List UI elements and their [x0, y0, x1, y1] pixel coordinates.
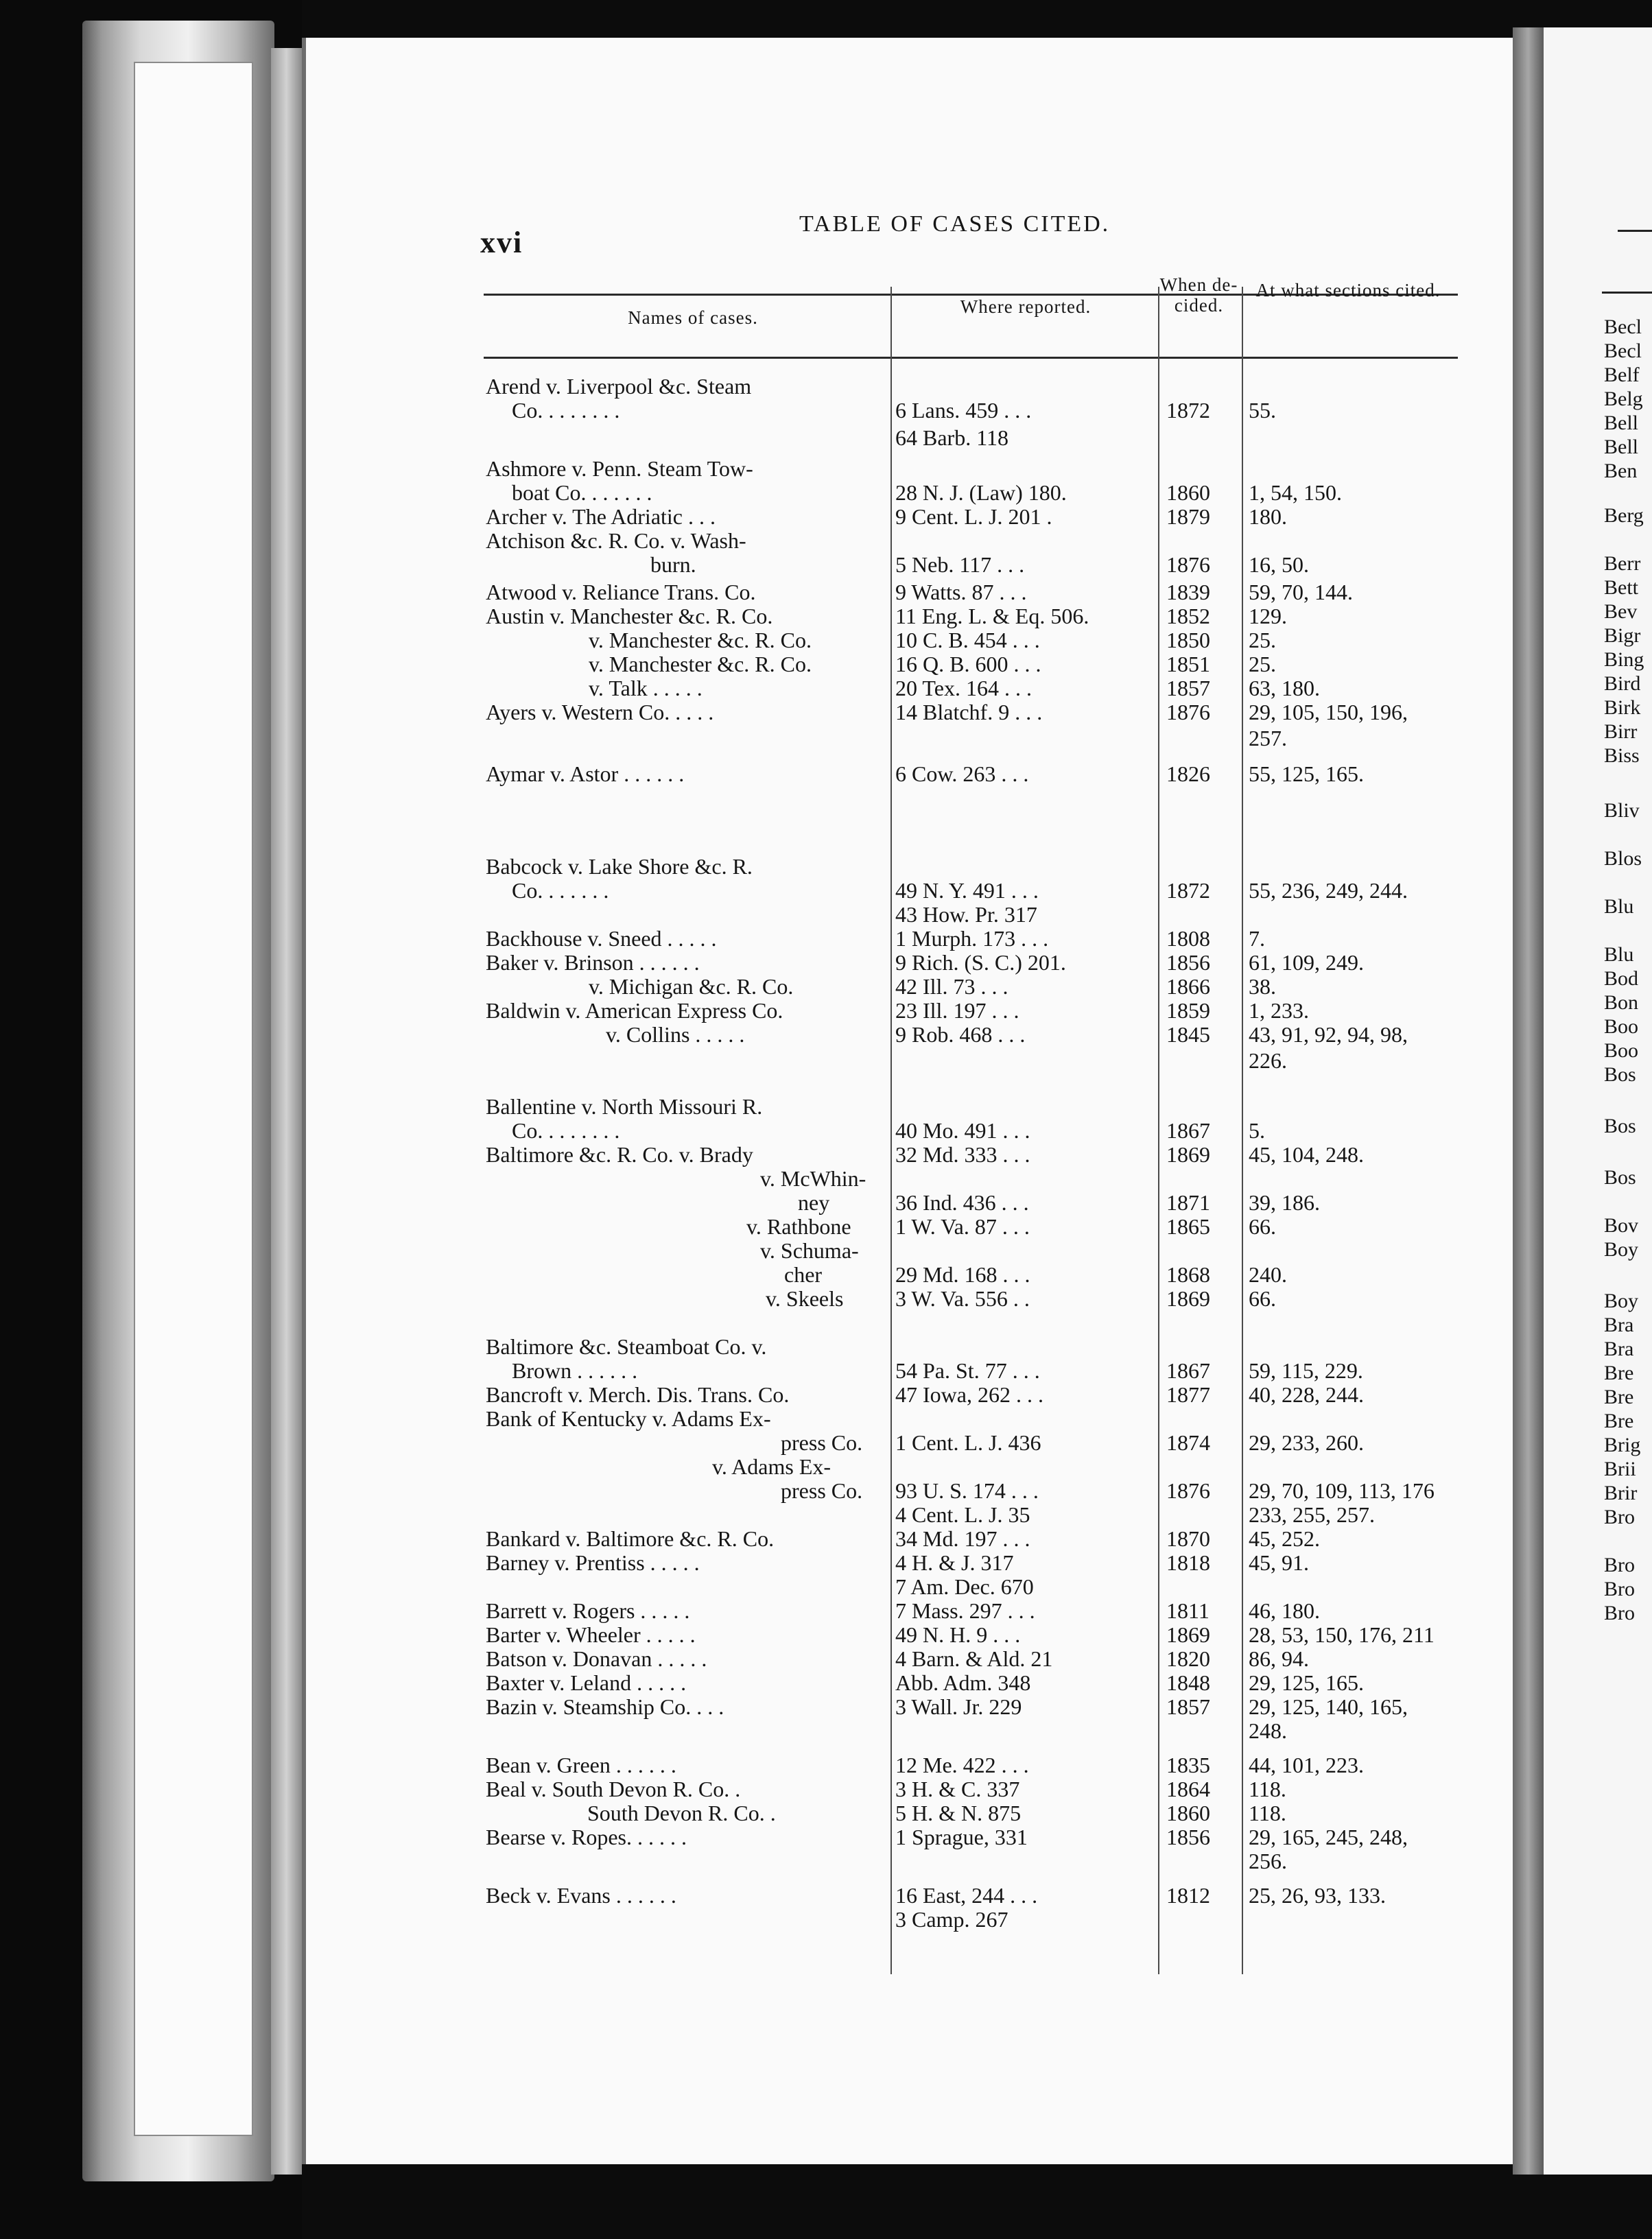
case-name: v. Manchester &c. R. Co.: [589, 628, 812, 652]
case-name: v. Collins . . . . .: [606, 1022, 745, 1047]
where-reported: 20 Tex. 164 . . .: [895, 676, 1032, 700]
right-page-header-rule: [1618, 230, 1652, 232]
where-reported: 1 Murph. 173 . . .: [895, 926, 1049, 951]
right-page-fragment: Boo: [1604, 1039, 1639, 1062]
case-name: Bankard v. Baltimore &c. R. Co.: [486, 1526, 775, 1551]
right-page-fragment: Bos: [1604, 1166, 1636, 1189]
sections-cited: 46, 180.: [1249, 1598, 1320, 1623]
case-name: Beal v. South Devon R. Co. .: [486, 1777, 741, 1801]
right-page-fragment: Bro: [1604, 1578, 1635, 1600]
case-name: Atchison &c. R. Co. v. Wash-: [486, 528, 746, 553]
where-reported: 9 Cent. L. J. 201 .: [895, 504, 1052, 529]
sections-cited: 118.: [1249, 1801, 1286, 1825]
case-name: Ballentine v. North Missouri R.: [486, 1094, 763, 1119]
year-decided: 1869: [1166, 1286, 1210, 1311]
sections-cited: 25.: [1249, 652, 1276, 676]
sections-cited: 63, 180.: [1249, 676, 1320, 700]
where-reported: 64 Barb. 118: [895, 425, 1009, 450]
sections-cited: 7.: [1249, 926, 1265, 951]
sections-cited: 29, 165, 245, 248,: [1249, 1825, 1408, 1849]
right-page-fragment: Berr: [1604, 552, 1641, 575]
where-reported: 1 W. Va. 87 . . .: [895, 1214, 1030, 1239]
year-decided: 1876: [1166, 1478, 1210, 1503]
where-reported: 3 W. Va. 556 . .: [895, 1286, 1030, 1311]
right-page-fragment: Brig: [1604, 1434, 1641, 1456]
case-name: v. Manchester &c. R. Co.: [589, 652, 812, 676]
where-reported: 40 Mo. 491 . . .: [895, 1118, 1030, 1143]
case-name: Arend v. Liverpool &c. Steam: [486, 374, 752, 399]
sections-cited: 39, 186.: [1249, 1190, 1320, 1215]
column-divider-1: [890, 287, 892, 1974]
sections-cited: 5.: [1249, 1118, 1265, 1143]
case-name: South Devon R. Co. .: [587, 1801, 776, 1825]
right-page-fragment: Becl: [1604, 316, 1642, 338]
right-page-fragment: Blu: [1604, 943, 1634, 966]
year-decided: 1876: [1166, 700, 1210, 724]
right-page-fragment: Brir: [1604, 1482, 1638, 1504]
sections-cited: 59, 70, 144.: [1249, 580, 1353, 604]
right-page-fragment: Bro: [1604, 1554, 1635, 1576]
where-reported: Abb. Adm. 348: [895, 1670, 1031, 1695]
case-name: Bazin v. Steamship Co. . . .: [486, 1694, 724, 1719]
where-reported: 34 Md. 197 . . .: [895, 1526, 1030, 1551]
right-page-fragment: Bos: [1604, 1063, 1636, 1086]
where-reported: 9 Watts. 87 . . .: [895, 580, 1027, 604]
where-reported: 93 U. S. 174 . . .: [895, 1478, 1039, 1503]
right-page-fragment: Bell: [1604, 412, 1638, 434]
column-divider-2: [1158, 287, 1159, 1974]
right-page-fragment: Bon: [1604, 991, 1639, 1014]
case-name: v. Adams Ex-: [712, 1454, 831, 1479]
right-page-fragment: Bigr: [1604, 624, 1641, 647]
case-name: v. Skeels: [766, 1286, 844, 1311]
right-page-fragment: Blu: [1604, 895, 1634, 918]
right-page-fragment: Birr: [1604, 720, 1638, 743]
right-page-fragment: Belg: [1604, 388, 1643, 410]
right-page-fragment: Bett: [1604, 576, 1638, 599]
right-page-fragment: Bre: [1604, 1386, 1634, 1408]
where-reported: 49 N. H. 9 . . .: [895, 1622, 1021, 1647]
right-page-fragment: Bro: [1604, 1506, 1635, 1528]
right-page-fragment: Bra: [1604, 1338, 1634, 1360]
case-name: v. McWhin-: [760, 1166, 866, 1191]
case-name: Barney v. Prentiss . . . . .: [486, 1550, 700, 1575]
sections-cited: 45, 104, 248.: [1249, 1142, 1364, 1167]
where-reported: 9 Rob. 468 . . .: [895, 1022, 1026, 1047]
sections-cited: 129.: [1249, 604, 1287, 628]
right-page-fragment: Bliv: [1604, 799, 1640, 822]
right-page-fragment: Bing: [1604, 648, 1644, 671]
binding-gutter: [271, 48, 302, 2175]
right-page-fragment: Bre: [1604, 1362, 1634, 1384]
right-page-fragment: Bird: [1604, 672, 1641, 695]
case-name: v. Schuma-: [760, 1238, 859, 1263]
where-reported: 1 Cent. L. J. 436: [895, 1430, 1041, 1455]
case-name: Ashmore v. Penn. Steam Tow-: [486, 456, 753, 481]
right-page-fragment: Brii: [1604, 1458, 1636, 1480]
column-divider-3: [1242, 287, 1243, 1974]
sections-cited: 180.: [1249, 504, 1287, 529]
right-page-fragment: Bre: [1604, 1410, 1634, 1432]
right-page-fragment: Blos: [1604, 847, 1642, 870]
year-decided: 1826: [1166, 761, 1210, 786]
sections-cited: 59, 115, 229.: [1249, 1358, 1363, 1383]
sections-cited: 240.: [1249, 1262, 1287, 1287]
sections-cited: 55.: [1249, 398, 1276, 423]
year-decided: 1852: [1166, 604, 1210, 628]
column-header-names: Names of cases.: [628, 307, 758, 328]
year-decided: 1839: [1166, 580, 1210, 604]
case-name: Barter v. Wheeler . . . . .: [486, 1622, 696, 1647]
right-page-fragment: Boy: [1604, 1290, 1639, 1312]
sections-cited: 61, 109, 249.: [1249, 950, 1364, 975]
case-name: burn.: [650, 552, 696, 577]
case-name: Baltimore &c. Steamboat Co. v.: [486, 1334, 767, 1359]
where-reported: 9 Rich. (S. C.) 201.: [895, 950, 1066, 975]
where-reported: 7 Am. Dec. 670: [895, 1574, 1034, 1599]
year-decided: 1868: [1166, 1262, 1210, 1287]
where-reported: 42 Ill. 73 . . .: [895, 974, 1008, 999]
year-decided: 1850: [1166, 628, 1210, 652]
year-decided: 1864: [1166, 1777, 1210, 1801]
year-decided: 1879: [1166, 504, 1210, 529]
header-bottom-rule: [484, 357, 1458, 359]
where-reported: 16 Q. B. 600 . . .: [895, 652, 1041, 676]
right-page-fragment: Bev: [1604, 600, 1638, 623]
case-name: press Co.: [781, 1478, 863, 1503]
sections-cited: 29, 125, 165.: [1249, 1670, 1364, 1695]
sections-cited: 233, 255, 257.: [1249, 1502, 1375, 1527]
right-page-fragment: Bell: [1604, 436, 1638, 458]
year-decided: 1866: [1166, 974, 1210, 999]
year-decided: 1860: [1166, 1801, 1210, 1825]
year-decided: 1857: [1166, 676, 1210, 700]
case-name: ney: [798, 1190, 830, 1215]
year-decided: 1845: [1166, 1022, 1210, 1047]
case-name: Baltimore &c. R. Co. v. Brady: [486, 1142, 753, 1167]
year-decided: 1870: [1166, 1526, 1210, 1551]
sections-cited: 66.: [1249, 1214, 1276, 1239]
running-head: TABLE OF CASES CITED.: [799, 211, 1111, 237]
year-decided: 1867: [1166, 1118, 1210, 1143]
left-flyleaf: [134, 62, 253, 2136]
case-name: Bancroft v. Merch. Dis. Trans. Co.: [486, 1382, 790, 1407]
column-header-when: When de- cided.: [1159, 274, 1238, 316]
case-name: Co. . . . . . . .: [512, 398, 620, 423]
case-name: Aymar v. Astor . . . . . .: [486, 761, 685, 786]
right-page-fragment: Bos: [1604, 1115, 1636, 1137]
sections-cited: 40, 228, 244.: [1249, 1382, 1364, 1407]
case-name: Beck v. Evans . . . . . .: [486, 1883, 676, 1908]
case-name: v. Rathbone: [746, 1214, 851, 1239]
year-decided: 1865: [1166, 1214, 1210, 1239]
year-decided: 1872: [1166, 878, 1210, 903]
case-name: press Co.: [781, 1430, 863, 1455]
right-page-fragment: Birk: [1604, 696, 1641, 719]
sections-cited: 55, 125, 165.: [1249, 761, 1364, 786]
year-decided: 1877: [1166, 1382, 1210, 1407]
right-page-fragment: Bro: [1604, 1602, 1635, 1624]
right-page-fragment: Boo: [1604, 1015, 1639, 1038]
case-name: Batson v. Donavan . . . . .: [486, 1646, 707, 1671]
sections-cited: 118.: [1249, 1777, 1286, 1801]
year-decided: 1835: [1166, 1753, 1210, 1777]
where-reported: 5 Neb. 117 . . .: [895, 552, 1025, 577]
right-page-fragment: Biss: [1604, 744, 1640, 767]
where-reported: 3 H. & C. 337: [895, 1777, 1020, 1801]
sections-cited: 55, 236, 249, 244.: [1249, 878, 1408, 903]
case-name: Brown . . . . . .: [512, 1358, 638, 1383]
year-decided: 1876: [1166, 552, 1210, 577]
right-page-fragment: Bra: [1604, 1314, 1634, 1336]
case-name: Bearse v. Ropes. . . . . .: [486, 1825, 687, 1849]
where-reported: 5 H. & N. 875: [895, 1801, 1022, 1825]
year-decided: 1856: [1166, 1825, 1210, 1849]
sections-cited: 29, 105, 150, 196,: [1249, 700, 1408, 724]
where-reported: 16 East, 244 . . .: [895, 1883, 1038, 1908]
right-page-fragment: Bov: [1604, 1214, 1639, 1237]
case-name: Ayers v. Western Co. . . . .: [486, 700, 714, 724]
case-name: cher: [784, 1262, 823, 1287]
case-name: Atwood v. Reliance Trans. Co.: [486, 580, 756, 604]
sections-cited: 1, 233.: [1249, 998, 1309, 1023]
where-reported: 54 Pa. St. 77 . . .: [895, 1358, 1040, 1383]
year-decided: 1871: [1166, 1190, 1210, 1215]
where-reported: 43 How. Pr. 317: [895, 902, 1037, 927]
year-decided: 1848: [1166, 1670, 1210, 1695]
where-reported: 1 Sprague, 331: [895, 1825, 1028, 1849]
where-reported: 36 Ind. 436 . . .: [895, 1190, 1029, 1215]
year-decided: 1818: [1166, 1550, 1210, 1575]
case-name: boat Co. . . . . . .: [512, 480, 652, 505]
sections-cited: 1, 54, 150.: [1249, 480, 1342, 505]
right-page-fragment: Boy: [1604, 1238, 1639, 1261]
where-reported: 4 Barn. & Ald. 21: [895, 1646, 1053, 1671]
where-reported: 28 N. J. (Law) 180.: [895, 480, 1067, 505]
case-name: Bean v. Green . . . . . .: [486, 1753, 676, 1777]
sections-cited: 25, 26, 93, 133.: [1249, 1883, 1386, 1908]
where-reported: 4 Cent. L. J. 35: [895, 1502, 1030, 1527]
year-decided: 1872: [1166, 398, 1210, 423]
year-decided: 1869: [1166, 1142, 1210, 1167]
case-name: Austin v. Manchester &c. R. Co.: [486, 604, 773, 628]
where-reported: 29 Md. 168 . . .: [895, 1262, 1030, 1287]
year-decided: 1808: [1166, 926, 1210, 951]
year-decided: 1856: [1166, 950, 1210, 975]
where-reported: 23 Ill. 197 . . .: [895, 998, 1019, 1023]
sections-cited: 45, 252.: [1249, 1526, 1320, 1551]
page-number: xvi: [480, 226, 523, 259]
sections-cited: 29, 233, 260.: [1249, 1430, 1364, 1455]
case-name: Archer v. The Adriatic . . .: [486, 504, 716, 529]
case-name: Baker v. Brinson . . . . . .: [486, 950, 700, 975]
where-reported: 6 Lans. 459 . . .: [895, 398, 1032, 423]
sections-cited: 29, 125, 140, 165,: [1249, 1694, 1408, 1719]
sections-cited: 66.: [1249, 1286, 1276, 1311]
case-name: Barrett v. Rogers . . . . .: [486, 1598, 690, 1623]
case-name: Backhouse v. Sneed . . . . .: [486, 926, 717, 951]
right-page-fragment: Berg: [1604, 504, 1644, 527]
sections-cited: 45, 91.: [1249, 1550, 1309, 1575]
where-reported: 47 Iowa, 262 . . .: [895, 1382, 1043, 1407]
where-reported: 7 Mass. 297 . . .: [895, 1598, 1035, 1623]
column-header-sections: At what sections cited.: [1255, 280, 1441, 300]
where-reported: 4 H. & J. 317: [895, 1550, 1014, 1575]
where-reported: 14 Blatchf. 9 . . .: [895, 700, 1043, 724]
right-page-fragment: Becl: [1604, 340, 1642, 362]
sections-cited: 25.: [1249, 628, 1276, 652]
where-reported: 6 Cow. 263 . . .: [895, 761, 1029, 786]
case-name: Babcock v. Lake Shore &c. R.: [486, 854, 753, 879]
sections-cited: 44, 101, 223.: [1249, 1753, 1364, 1777]
year-decided: 1869: [1166, 1622, 1210, 1647]
sections-cited: 29, 70, 109, 113, 176: [1249, 1478, 1435, 1503]
sections-cited: 43, 91, 92, 94, 98,: [1249, 1022, 1408, 1047]
year-decided: 1859: [1166, 998, 1210, 1023]
sections-cited: 86, 94.: [1249, 1646, 1309, 1671]
where-reported: 3 Camp. 267: [895, 1907, 1008, 1932]
sections-cited: 257.: [1249, 726, 1287, 750]
right-page-fragment: Belf: [1604, 364, 1640, 386]
case-name: Baldwin v. American Express Co.: [486, 998, 783, 1023]
right-page-fragment: Bod: [1604, 967, 1639, 990]
year-decided: 1857: [1166, 1694, 1210, 1719]
sections-cited: 38.: [1249, 974, 1276, 999]
year-decided: 1811: [1166, 1598, 1210, 1623]
where-reported: 11 Eng. L. & Eq. 506.: [895, 604, 1089, 628]
year-decided: 1851: [1166, 652, 1210, 676]
right-page-fragment: Ben: [1604, 460, 1638, 482]
case-name: Bank of Kentucky v. Adams Ex-: [486, 1406, 771, 1431]
where-reported: 12 Me. 422 . . .: [895, 1753, 1029, 1777]
year-decided: 1867: [1166, 1358, 1210, 1383]
sections-cited: 226.: [1249, 1048, 1287, 1073]
year-decided: 1860: [1166, 480, 1210, 505]
year-decided: 1820: [1166, 1646, 1210, 1671]
case-name: Co. . . . . . . .: [512, 1118, 620, 1143]
sections-cited: 248.: [1249, 1718, 1287, 1743]
case-name: v. Michigan &c. R. Co.: [589, 974, 794, 999]
where-reported: 32 Md. 333 . . .: [895, 1142, 1030, 1167]
column-header-where: Where reported.: [960, 296, 1092, 317]
where-reported: 10 C. B. 454 . . .: [895, 628, 1040, 652]
right-page-table-rule: [1602, 292, 1652, 294]
case-name: Baxter v. Leland . . . . .: [486, 1670, 687, 1695]
sections-cited: 256.: [1249, 1849, 1287, 1873]
where-reported: 49 N. Y. 491 . . .: [895, 878, 1039, 903]
sections-cited: 16, 50.: [1249, 552, 1309, 577]
sections-cited: 28, 53, 150, 176, 211: [1249, 1622, 1435, 1647]
year-decided: 1812: [1166, 1883, 1210, 1908]
case-name: Co. . . . . . .: [512, 878, 609, 903]
where-reported: 3 Wall. Jr. 229: [895, 1694, 1022, 1719]
right-gutter: [1513, 27, 1544, 2175]
year-decided: 1874: [1166, 1430, 1210, 1455]
case-name: v. Talk . . . . .: [589, 676, 703, 700]
